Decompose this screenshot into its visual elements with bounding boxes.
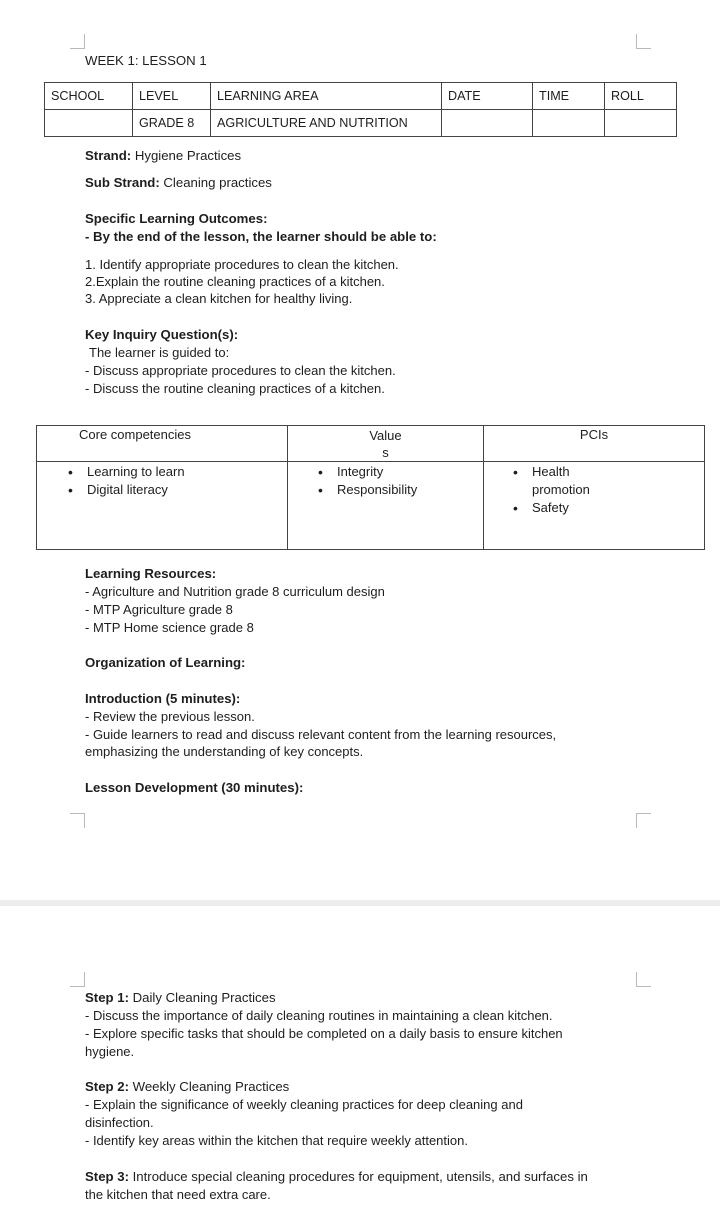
step-1-line: hygiene. (85, 1044, 135, 1059)
resources-heading: Learning Resources: (85, 566, 217, 581)
resource-item: - MTP Home science grade 8 (85, 620, 254, 635)
introduction-line: - Review the previous lesson. (85, 709, 255, 724)
development-heading: Lesson Development (30 minutes): (85, 780, 304, 795)
competencies-table (36, 425, 705, 550)
step-1-line: - Explore specific tasks that should be completed on a daily basis to ensure kitchen (85, 1026, 563, 1041)
step-label: Step 1: (85, 990, 129, 1005)
outcome-item: 2.Explain the routine cleaning practices of a kitchen. (85, 274, 385, 289)
page-2 (0, 906, 720, 1206)
step-label: Step 3: (85, 1169, 129, 1184)
step-2-title: Step 2: Weekly Cleaning Practices (85, 1079, 290, 1094)
crop-mark-bottom-right (636, 813, 651, 828)
organization-heading: Organization of Learning: (85, 655, 246, 670)
step-2-line: - Identify key areas within the kitchen that require weekly attention. (85, 1133, 468, 1148)
value-item: • Integrity (315, 463, 483, 481)
info-table-header-row (45, 83, 677, 110)
cell-time (533, 110, 605, 137)
step-1-line: - Discuss the importance of daily cleaning routines in maintaining a clean kitchen. (85, 1008, 553, 1023)
core-competency-item: • Digital literacy (65, 481, 287, 499)
competencies-header-row (37, 426, 705, 462)
step-3-title: Step 3: Introduce special cleaning procedures for equipment, utensils, and surfaces in (85, 1169, 588, 1184)
strand-line (85, 147, 241, 165)
step-1-title: Step 1: Daily Cleaning Practices (85, 990, 276, 1005)
header-roll: ROLL (605, 83, 677, 110)
cell-level: GRADE 8 (133, 110, 211, 137)
crop-mark-top-left (70, 972, 85, 987)
introduction-line: emphasizing the understanding of key concepts. (85, 744, 364, 759)
resource-item: - Agriculture and Nutrition grade 8 curriculum design (85, 584, 385, 599)
inquiry-item: - Discuss appropriate procedures to clean the kitchen. (85, 363, 396, 378)
crop-mark-top-left (70, 34, 85, 49)
header-school: SCHOOL (45, 83, 133, 110)
header-time: TIME (533, 83, 605, 110)
sub-strand-value: Cleaning practices (163, 175, 272, 190)
pcis-header: PCIs (484, 426, 705, 462)
step-2-line: disinfection. (85, 1115, 154, 1130)
inquiry-item: - Discuss the routine cleaning practices of a kitchen. (85, 381, 385, 396)
values-header: Value s (288, 426, 484, 462)
introduction-heading: Introduction (5 minutes): (85, 691, 241, 706)
outcome-item: 3. Appreciate a clean kitchen for healthy living. (85, 291, 353, 306)
lesson-title: WEEK 1: LESSON 1 (85, 53, 207, 68)
sub-strand-line (85, 174, 272, 192)
crop-mark-top-right (636, 972, 651, 987)
step-label: Step 2: (85, 1079, 129, 1094)
info-table-value-row (45, 110, 677, 137)
core-competency-item: • Learning to learn (65, 463, 287, 481)
crop-mark-bottom-left (70, 813, 85, 828)
values-cell (288, 462, 484, 550)
header-level: LEVEL (133, 83, 211, 110)
value-item: • Responsibility (315, 481, 483, 499)
inquiry-heading: Key Inquiry Question(s): (85, 327, 239, 342)
outcomes-intro: - By the end of the lesson, the learner should be able to: (85, 229, 437, 244)
crop-mark-top-right (636, 34, 651, 49)
header-learning-area: LEARNING AREA (211, 83, 442, 110)
pci-item: • Safety (510, 499, 704, 517)
core-competencies-cell (37, 462, 288, 550)
cell-school (45, 110, 133, 137)
introduction-line: - Guide learners to read and discuss relevant content from the learning resources, (85, 727, 557, 742)
core-competencies-header: Core competencies (37, 426, 288, 462)
pci-item: • Health promotion (510, 463, 704, 499)
cell-roll (605, 110, 677, 137)
cell-learning-area: AGRICULTURE AND NUTRITION (211, 110, 442, 137)
strand-label: Strand: (85, 148, 132, 163)
competencies-body-row (37, 462, 705, 550)
sub-strand-label: Sub Strand: (85, 175, 160, 190)
lesson-info-table (44, 82, 677, 137)
inquiry-intro: The learner is guided to: (89, 345, 230, 360)
outcome-item: 1. Identify appropriate procedures to clean the kitchen. (85, 257, 399, 272)
resource-item: - MTP Agriculture grade 8 (85, 602, 233, 617)
step-2-line: - Explain the significance of weekly cleaning practices for deep cleaning and (85, 1097, 523, 1112)
header-date: DATE (442, 83, 533, 110)
pcis-cell (484, 462, 705, 550)
step-3-line: the kitchen that need extra care. (85, 1187, 271, 1202)
strand-value: Hygiene Practices (134, 148, 242, 163)
cell-date (442, 110, 533, 137)
outcomes-heading: Specific Learning Outcomes: (85, 211, 268, 226)
